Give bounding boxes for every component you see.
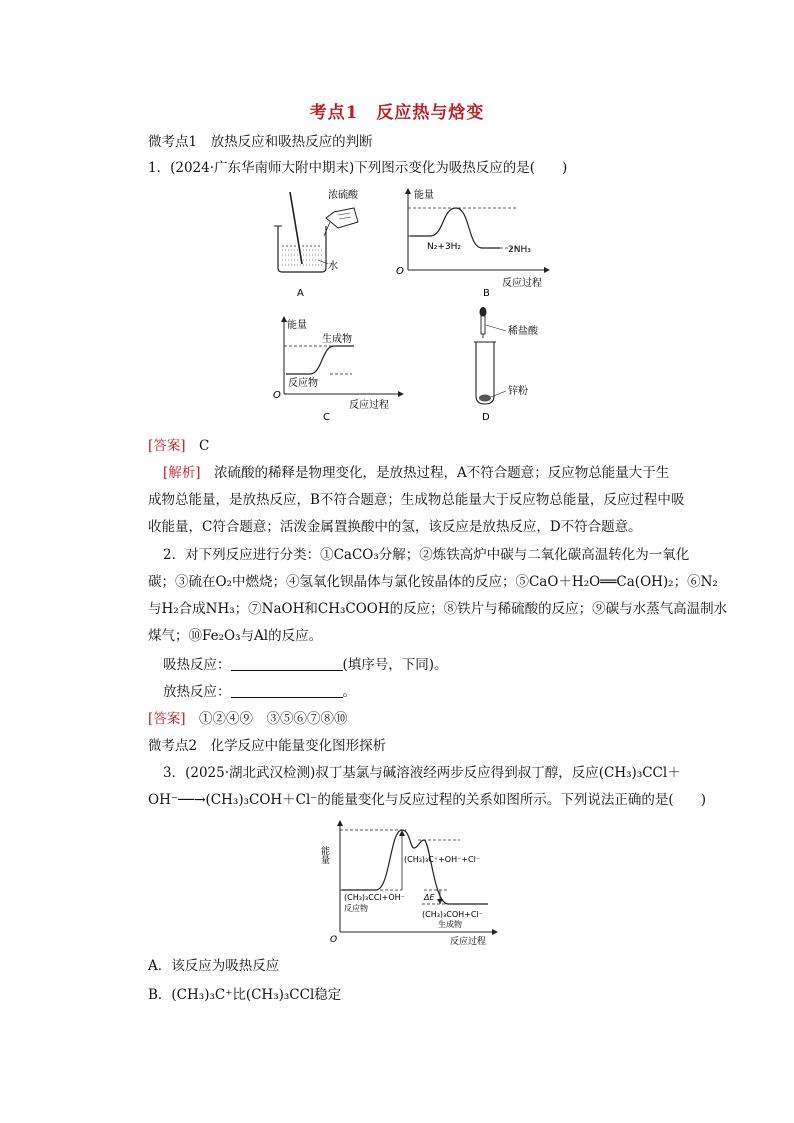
page-title: 考点1 反应热与焓变 — [309, 103, 485, 123]
exothermic-label: 放热反应： — [163, 684, 231, 700]
figure-c-products-label: 生成物 — [322, 334, 352, 345]
figure-c-process-axis-label: 反应过程 — [349, 400, 389, 411]
figure-c-caption: C — [323, 412, 330, 423]
section-heading-2: 微考点2 化学反应中能量变化图形探析 — [148, 738, 387, 754]
question-1-analysis-line-1 — [163, 463, 669, 483]
answer-value: C — [199, 438, 210, 454]
question-2-line-4: 煤气；⑩Fe₂O₃与Al的反应。 — [148, 628, 323, 644]
question-1-analysis-line-2: 成物总能量，是放热反应，B不符合题意；生成物总能量大于反应物总能量，反应过程中吸 — [148, 492, 685, 508]
question-2-line-1: 2．对下列反应进行分类：①CaCO₃分解；②炼铁高炉中碳与二氧化碳高温转化为一氧化 — [163, 547, 690, 563]
section-heading-1: 微考点1 放热反应和吸热反应的判断 — [148, 134, 373, 150]
figure-a-caption: A — [297, 288, 304, 299]
figure-c-origin-label: O — [273, 390, 281, 401]
question-1-stem: 1．(2024·广东华南师大附中期末)下列图示变化为吸热反应的是( ) — [148, 160, 568, 176]
question-1-figure — [230, 182, 560, 432]
question-2-exothermic-row — [163, 682, 356, 702]
analysis-tag: [解析] — [163, 465, 201, 481]
figure-d-test-tube — [474, 307, 506, 404]
figure-a-acid-label: 浓硫酸 — [328, 190, 358, 201]
figure-b-energy-axis-label: 能量 — [414, 190, 434, 201]
question-3-energy-axis-label: 能量 — [319, 846, 329, 864]
question-3-option-b: B．(CH₃)₃C⁺比(CH₃)₃CCl稳定 — [148, 987, 342, 1003]
answer-tag: [答案] — [148, 711, 186, 727]
question-2-line-3: 与H₂合成NH₃；⑦NaOH和CH₃COOH的反应；⑧铁片与稀硫酸的反应；⑨碳与水蒸气高温制水 — [148, 601, 728, 617]
question-3-option-a: A．该反应为吸热反应 — [148, 958, 280, 974]
answer-value: ①②④⑨ ③⑤⑥⑦⑧⑩ — [199, 711, 348, 727]
figure-b-origin-label: O — [396, 266, 404, 277]
endothermic-note: (填序号，下同)。 — [342, 657, 448, 673]
figure-b-caption: B — [483, 288, 490, 299]
question-3-origin-label: O — [330, 935, 338, 945]
endothermic-answer-blank[interactable] — [231, 656, 343, 671]
question-2-line-2: 碳；③硫在O₂中燃烧；④氢氧化钡晶体与氯化铵晶体的反应；⑤CaO＋H₂O══Ca(OH)₂；⑥N₂ — [148, 574, 718, 590]
question-1-analysis-line-3: 收能量，C符合题意；活泼金属置换酸中的氢，该反应是放热反应，D不符合题意。 — [148, 519, 642, 535]
figure-c-energy-axis-label: 能量 — [287, 320, 307, 331]
analysis-text: 浓硫酸的稀释是物理变化，是放热过程，A不符合题意；反应物总能量大于生 — [214, 465, 670, 481]
figure-d-acid-label: 稀盐酸 — [508, 326, 538, 337]
question-3-figure — [318, 816, 508, 950]
figure-d-caption: D — [482, 412, 490, 423]
question-3-intermediate-label: (CH₃)₃C⁺+OH⁻+Cl⁻ — [404, 855, 481, 864]
exothermic-note: 。 — [342, 684, 356, 700]
question-3-line-1: 3．(2025·湖北武汉检测)叔丁基氯与碱溶液经两步反应得到叔丁醇，反应(CH₃)₃CCl＋ — [163, 765, 681, 781]
figure-c-reactants-label: 反应物 — [288, 378, 318, 389]
question-1-answer — [148, 436, 209, 456]
figure-b-process-axis-label: 反应过程 — [502, 278, 542, 289]
figure-b-products-label: 2NH₃ — [508, 245, 531, 255]
figure-d-zinc-label: 锌粉 — [508, 386, 528, 397]
question-3-reactants-label: 反应物 — [344, 904, 368, 913]
question-3-line-2: OH⁻──→(CH₃)₃COH＋Cl⁻的能量变化与反应过程的关系如图所示。下列说法正确的是( ) — [148, 792, 706, 808]
question-3-process-axis-label: 反应过程 — [450, 937, 487, 947]
endothermic-label: 吸热反应： — [163, 657, 231, 673]
figure-b-reactants-label: N₂+3H₂ — [427, 242, 461, 252]
question-3-delta-e-label: ΔE — [424, 893, 435, 902]
question-3-reactants-formula: (CH₃)₃CCl+OH⁻ — [344, 893, 405, 902]
question-3-products-formula: (CH₃)₃COH+Cl⁻ — [422, 910, 483, 919]
question-2-endothermic-row — [163, 655, 448, 675]
exothermic-answer-blank[interactable] — [231, 683, 343, 698]
question-2-answer — [148, 709, 348, 729]
figure-a-beaker — [274, 192, 358, 272]
figure-a-water-label: 水 — [328, 261, 338, 272]
question-3-products-label: 生成物 — [438, 920, 462, 929]
answer-tag: [答案] — [148, 438, 186, 454]
